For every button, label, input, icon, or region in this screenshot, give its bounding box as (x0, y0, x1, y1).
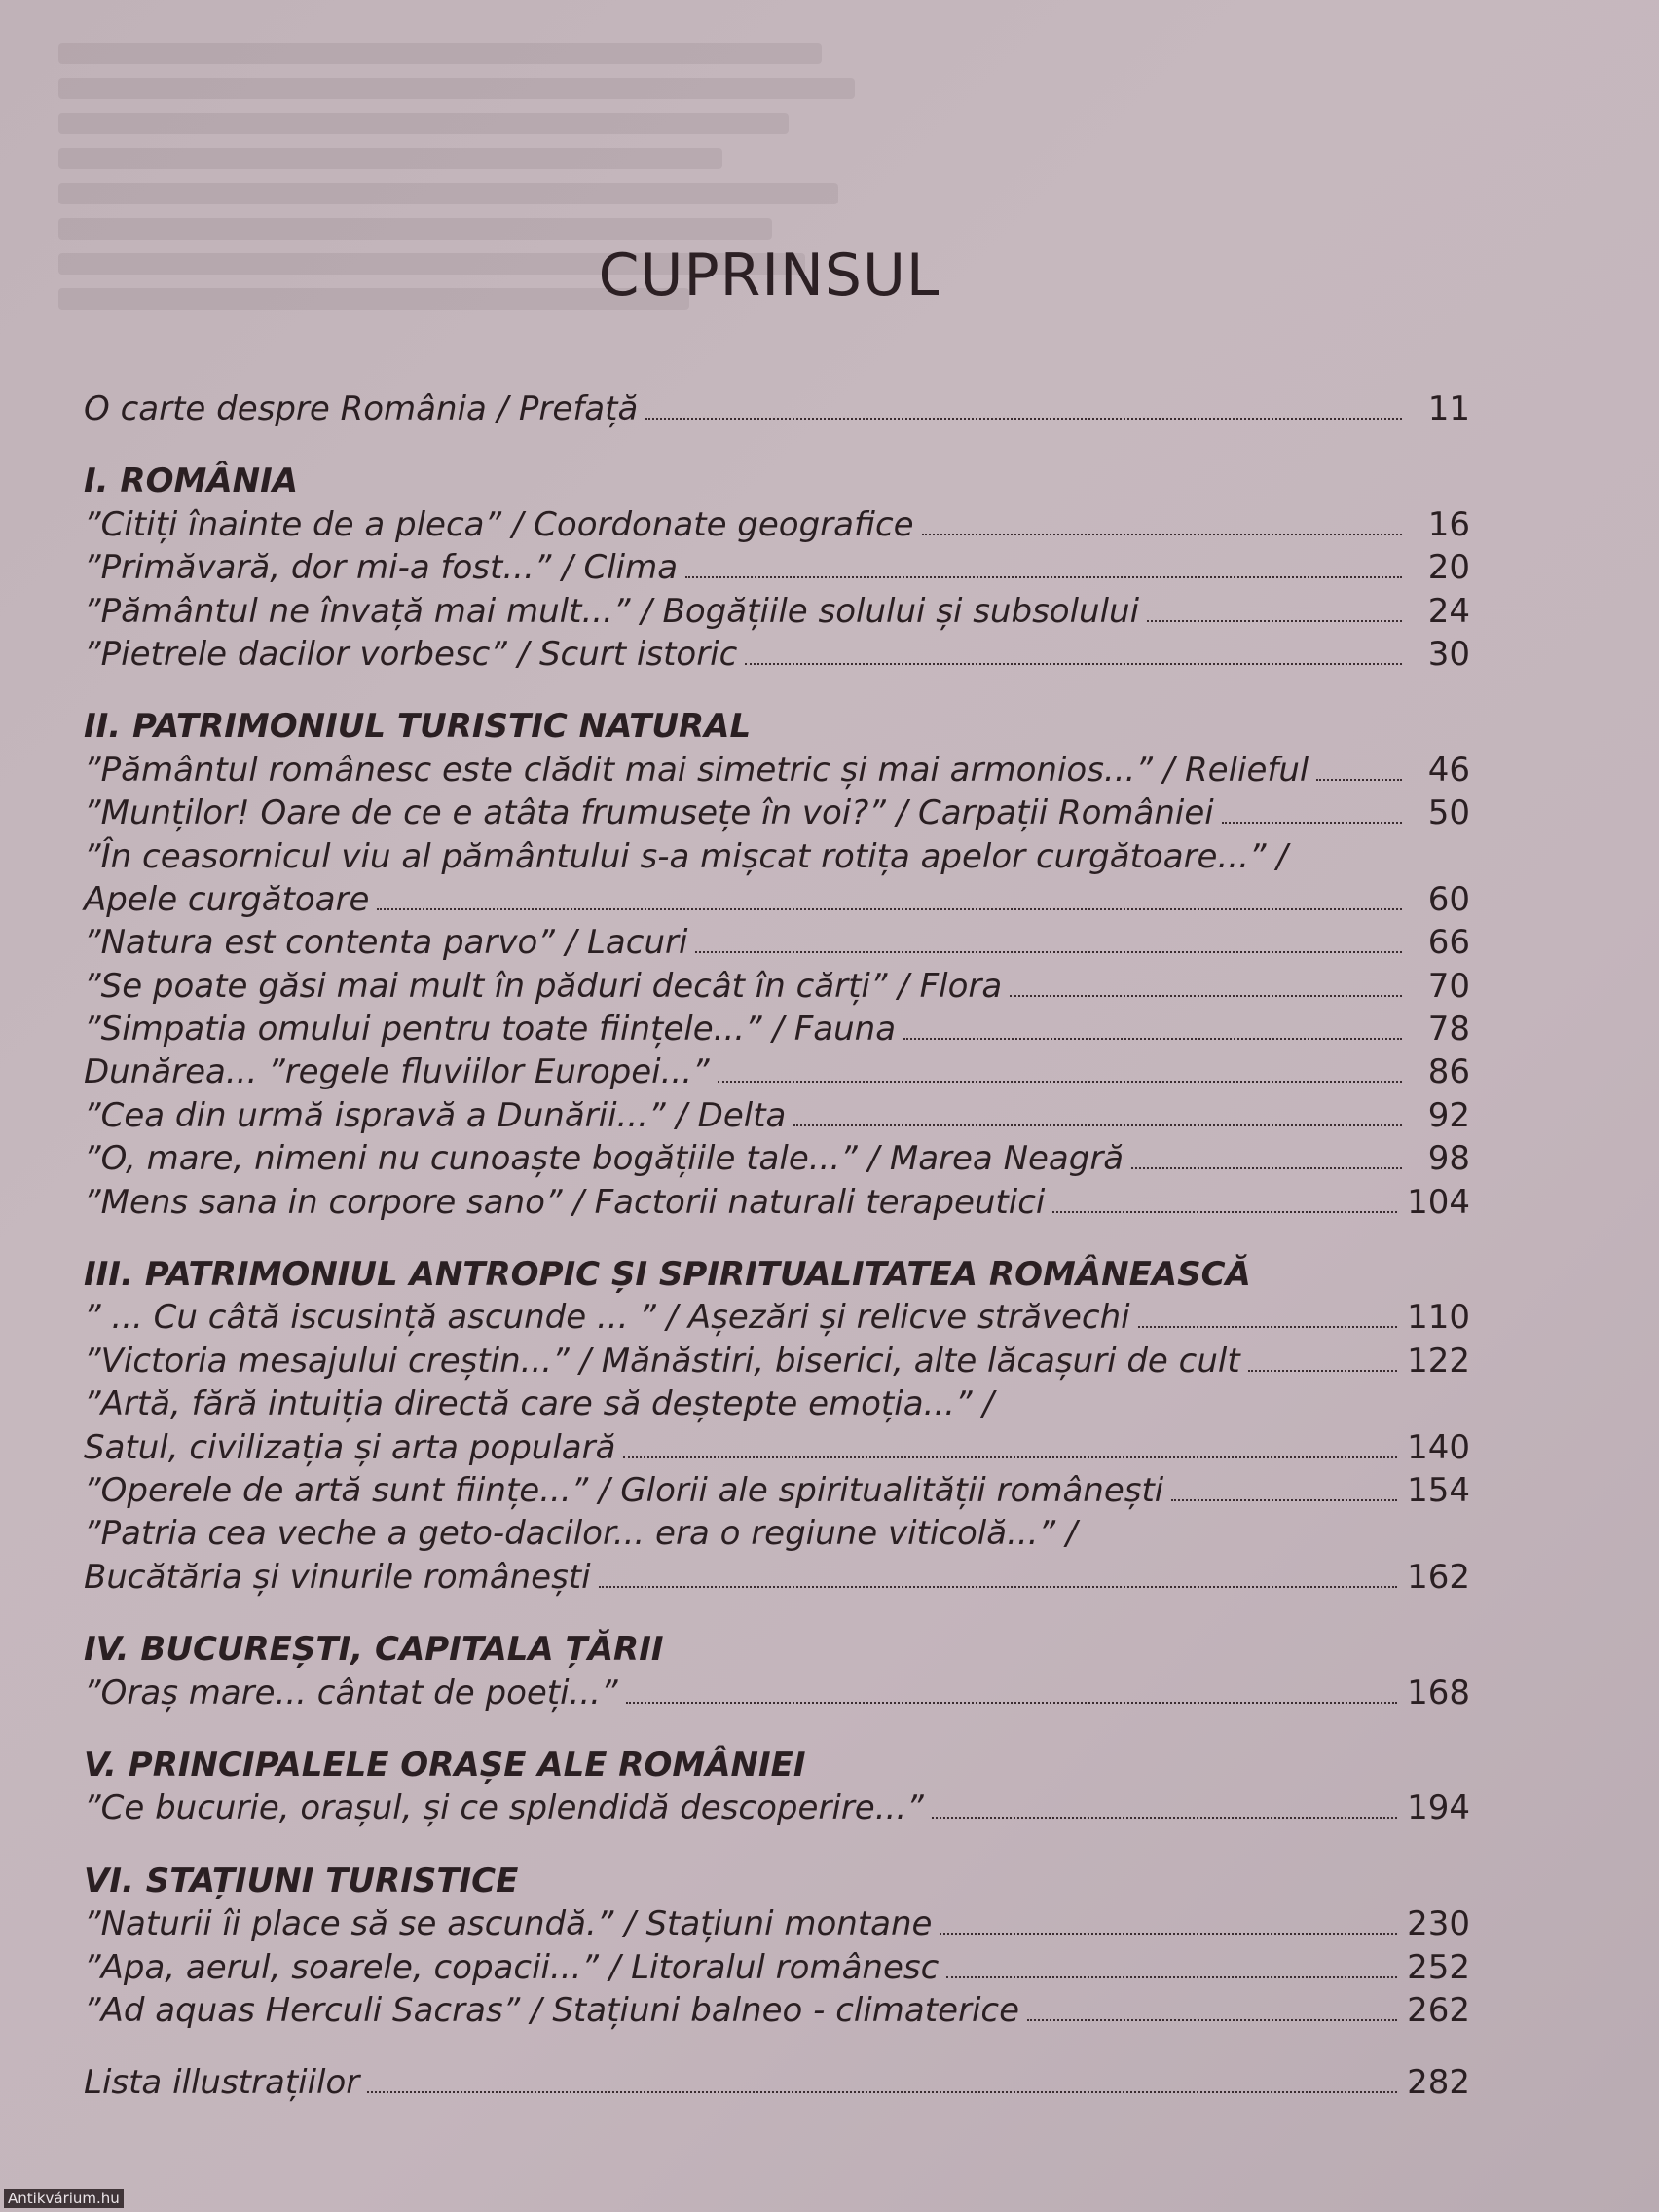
entry-title: ”Se poate găsi mai mult în păduri decât în cărți” / Flora (84, 966, 1003, 1006)
toc-entry (84, 1137, 1470, 1180)
dot-leader (903, 1038, 1402, 1040)
entry-title: ”Mens sana in corpore sano” / Factorii naturali terapeutici (84, 1182, 1046, 1222)
dot-leader (922, 534, 1402, 535)
toc-entry (84, 1672, 1470, 1714)
entry-title: ”Ad aquas Herculi Sacras” / Stațiuni balneo - climaterice (84, 1990, 1020, 2030)
dot-leader (645, 418, 1402, 420)
page-number: 110 (1407, 1298, 1470, 1338)
section-heading: III. PATRIMONIUL ANTROPIC ȘI SPIRITUALITATEA ROMÂNEASCĂ (84, 1255, 1251, 1295)
page-number: 46 (1427, 750, 1470, 790)
entry-title: O carte despre România / Prefață (84, 389, 639, 428)
page-number: 30 (1427, 634, 1470, 674)
dot-leader (940, 1933, 1397, 1935)
page-number: 168 (1407, 1673, 1470, 1713)
page-number: 24 (1427, 591, 1470, 631)
dot-leader (1052, 1211, 1397, 1213)
dot-leader (1248, 1370, 1397, 1372)
dot-leader (1027, 2019, 1397, 2021)
page-number: 60 (1427, 879, 1470, 919)
dot-leader (367, 2091, 1397, 2093)
section-heading: VI. STAȚIUNI TURISTICE (84, 1861, 519, 1900)
entry-title: ”Natura est contenta parvo” / Lacuri (84, 923, 688, 963)
entry-title: ”Ce bucurie, orașul, și ce splendidă descoperire...” (84, 1788, 924, 1828)
section-heading: IV. BUCUREȘTI, CAPITALA ȚĂRII (84, 1630, 664, 1670)
toc-entry (84, 1902, 1470, 1945)
page-number: 50 (1427, 793, 1470, 833)
dot-leader (695, 951, 1402, 953)
toc-entry (84, 503, 1470, 546)
dot-leader (1316, 779, 1402, 781)
section-heading: I. ROMÂNIA (84, 461, 299, 501)
page-number: 252 (1407, 1947, 1470, 1987)
page-number: 11 (1427, 389, 1470, 428)
dot-leader (1131, 1167, 1402, 1169)
toc-entry (84, 1181, 1470, 1224)
dot-leader (932, 1817, 1397, 1819)
dot-leader (718, 1081, 1402, 1083)
dot-leader (626, 1702, 1397, 1704)
entry-title: ”Oraș mare... cântat de poeți...” (84, 1673, 618, 1713)
entry-title: ”Pământul ne învață mai mult...” / Bogățiile solului și subsolului (84, 591, 1140, 631)
dot-leader (1147, 620, 1402, 622)
page-number: 140 (1407, 1427, 1470, 1467)
toc-entry (84, 1094, 1470, 1137)
toc-entry (84, 633, 1470, 676)
entry-title: ” ... Cu câtă iscusință ascunde ... ” / Așezări și relicve străvechi (84, 1298, 1130, 1338)
entry-title: ”Cea din urmă ispravă a Dunării...” / Delta (84, 1095, 787, 1135)
page-number: 230 (1407, 1904, 1470, 1944)
toc-entry (84, 1989, 1470, 2032)
entry-title-first-line: ”Patria cea veche a geto-dacilor... era o regiune viticolă...” / (84, 1514, 1078, 1554)
dot-leader (1010, 995, 1402, 997)
dot-leader (623, 1456, 1397, 1458)
page-number: 92 (1427, 1095, 1470, 1135)
toc-entry (84, 1556, 1470, 1599)
entry-title: ”Pământul românesc este clădit mai simetric și mai armonios...” / Relieful (84, 750, 1309, 790)
page-number: 194 (1407, 1788, 1470, 1828)
page-number: 66 (1427, 923, 1470, 963)
toc-entry (84, 1340, 1470, 1382)
table-of-contents (84, 387, 1470, 2105)
entry-title: Dunărea... ”regele fluviilor Europei...” (84, 1052, 710, 1092)
page-number: 86 (1427, 1052, 1470, 1092)
section-heading: V. PRINCIPALELE ORAȘE ALE ROMÂNIEI (84, 1745, 806, 1785)
dot-leader (745, 663, 1402, 665)
toc-entry (84, 1426, 1470, 1469)
dot-leader (599, 1586, 1398, 1588)
page-number: 154 (1407, 1470, 1470, 1510)
page-number: 104 (1407, 1182, 1470, 1222)
dot-leader (946, 1976, 1397, 1978)
entry-title-first-line: ”Artă, fără intuiția directă care să deștepte emoția...” / (84, 1384, 994, 1424)
toc-entry (84, 965, 1470, 1008)
toc-entry-preface (84, 387, 1470, 430)
watermark: Antikvárium.hu (4, 2189, 124, 2208)
entry-title: ”Pietrele dacilor vorbesc” / Scurt istoric (84, 634, 738, 674)
entry-title: ”Victoria mesajului creștin...” / Mănăstiri, biserici, alte lăcașuri de cult (84, 1341, 1240, 1381)
toc-entry-illustrations (84, 2061, 1470, 2104)
entry-title: Bucătăria și vinurile românești (84, 1557, 591, 1597)
toc-entry (84, 1469, 1470, 1512)
toc-entry (84, 1008, 1470, 1051)
toc-entry (84, 921, 1470, 964)
page-number: 98 (1427, 1139, 1470, 1179)
toc-entry (84, 1946, 1470, 1989)
entry-title: ”Munților! Oare de ce e atâta frumusețe în voi?” / Carpații României (84, 793, 1214, 833)
entry-title: ”Apa, aerul, soarele, copacii...” / Litoralul românesc (84, 1947, 940, 1987)
page-number: 162 (1407, 1557, 1470, 1597)
toc-entry (84, 546, 1470, 589)
entry-title: ”Operele de artă sunt ființe...” / Glorii ale spiritualității românești (84, 1470, 1164, 1510)
page-number: 122 (1407, 1341, 1470, 1381)
dot-leader (685, 576, 1402, 578)
entry-title: ”Citiți înainte de a pleca” / Coordonate geografice (84, 504, 914, 544)
entry-title: ”Simpatia omului pentru toate ființele...” / Fauna (84, 1010, 897, 1050)
toc-entry (84, 1051, 1470, 1093)
dot-leader (1171, 1499, 1397, 1501)
page-title: CUPRINSUL (598, 241, 940, 310)
entry-title: Apele curgătoare (84, 879, 370, 919)
entry-title: ”Primăvară, dor mi-a fost...” / Clima (84, 548, 679, 588)
dot-leader (1138, 1326, 1398, 1328)
toc-entry (84, 749, 1470, 792)
toc-entry (84, 590, 1470, 633)
entry-title: Satul, civilizația și arta populară (84, 1427, 616, 1467)
toc-sections (84, 460, 1470, 2032)
toc-entry (84, 878, 1470, 921)
entry-title: ”Naturii îi place să se ascundă.” / Stațiuni montane (84, 1904, 933, 1944)
toc-entry (84, 1296, 1470, 1339)
page-number: 78 (1427, 1010, 1470, 1050)
dot-leader (377, 908, 1402, 910)
section-heading: II. PATRIMONIUL TURISTIC NATURAL (84, 707, 752, 747)
dot-leader (793, 1124, 1402, 1126)
toc-entry (84, 1787, 1470, 1829)
dot-leader (1222, 822, 1402, 824)
entry-title-first-line: ”În ceasornicul viu al pământului s-a mișcat rotița apelor curgătoare...” / (84, 836, 1288, 876)
page-number: 70 (1427, 966, 1470, 1006)
page-number: 20 (1427, 548, 1470, 588)
page-number: 282 (1407, 2063, 1470, 2103)
entry-title: Lista illustrațiilor (84, 2063, 360, 2103)
toc-entry (84, 792, 1470, 834)
page-number: 16 (1427, 504, 1470, 544)
entry-title: ”O, mare, nimeni nu cunoaște bogățiile tale...” / Marea Neagră (84, 1139, 1124, 1179)
page-number: 262 (1407, 1990, 1470, 2030)
bleed-through-text (0, 29, 1659, 380)
